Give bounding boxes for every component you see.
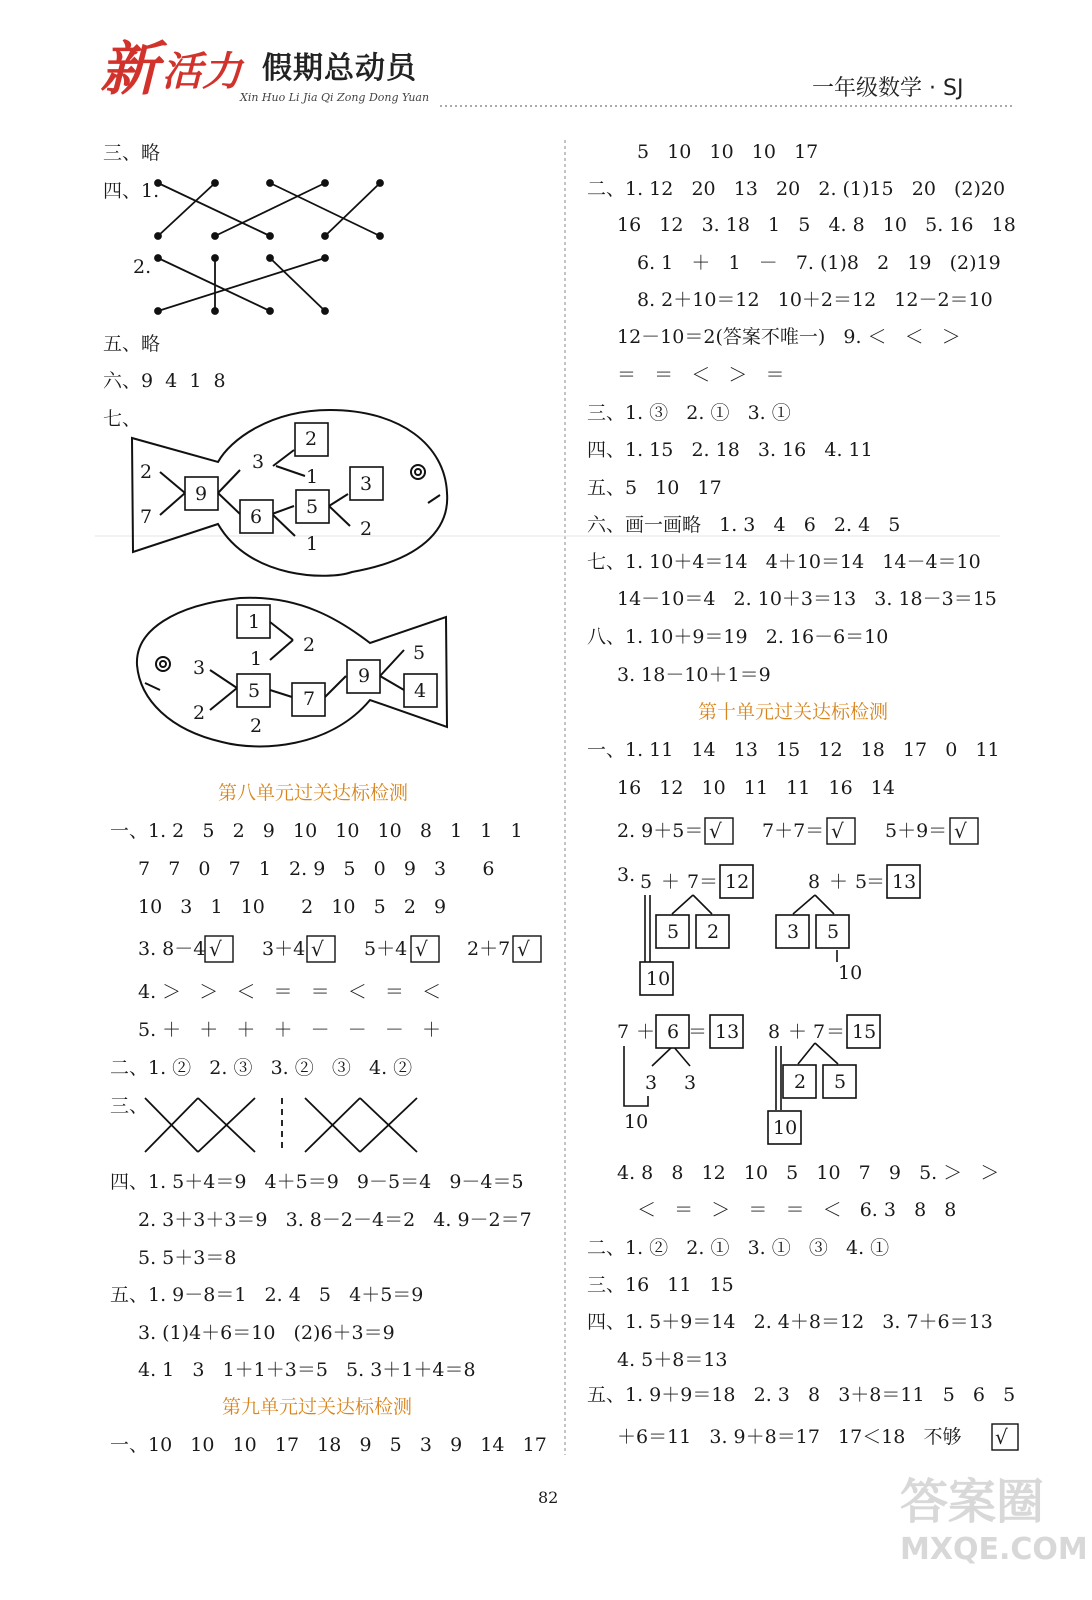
mt-number: 7	[813, 1021, 826, 1043]
mt-number: 13	[892, 871, 917, 893]
answer-line: 16 12 3. 18 1 5 4. 8 10 5. 16 18	[617, 214, 1016, 236]
answer-line: 4. 5＋8＝13	[617, 1349, 728, 1371]
mt-label: 3.	[617, 864, 636, 886]
check-mark: √	[311, 937, 324, 961]
match-diagram-3	[145, 1098, 417, 1152]
answer-line: 16 12 10 11 11 16 14	[617, 777, 895, 799]
fish-number: 1	[248, 611, 261, 633]
answer-line: 三、1. ③ 2. ① 3. ①	[587, 402, 791, 424]
page-number: 82	[538, 1488, 559, 1507]
match-diagram-1	[155, 180, 383, 239]
check-mark: √	[709, 819, 722, 843]
answer-line: ＋6＝11 3. 9＋8＝17 17＜18 不够	[617, 1426, 962, 1448]
fish-number: 5	[248, 680, 261, 702]
answer-line: 六、9 4 1 8	[103, 370, 226, 392]
answer-line: 6. 1 ＋ 1 － 7. (1)8 2 19 (2)19	[637, 252, 1001, 274]
check-mark: √	[517, 937, 530, 961]
answer-line: ＜ ＝ ＞ ＝ ＝ ＜ 6. 3 8 8	[637, 1199, 957, 1221]
answer-line: 一、10 10 10 17 18 9 5 3 9 14 17	[110, 1434, 547, 1456]
mt-number: 7	[687, 871, 700, 893]
answer-line: 二、1. ② 2. ③ 3. ② ③ 4. ②	[110, 1057, 413, 1079]
mt-number: 10	[646, 968, 671, 990]
mt-number: 3	[684, 1072, 697, 1094]
mt-number: 3	[645, 1072, 658, 1094]
fish-number: 2	[305, 428, 318, 450]
watermark-logo: 答案圈	[900, 1474, 1045, 1530]
mt-number: 10	[624, 1111, 649, 1133]
answer-line: 一、1. 2 5 2 9 10 10 10 8 1 1 1	[110, 820, 523, 842]
fish-number: 2	[360, 518, 373, 540]
answer-line: 四、1. 15 2. 18 3. 16 4. 11	[587, 439, 873, 461]
fish-number: 3	[193, 657, 206, 679]
answer-line: 五、1. 9－8＝1 2. 4 5 4＋5＝9	[110, 1284, 424, 1306]
fish-number: 6	[250, 506, 263, 528]
fish-number: 2	[303, 634, 316, 656]
answer-line: 3. 18－10＋1＝9	[617, 664, 771, 686]
mt-operator: ＝	[688, 1021, 708, 1043]
fish-number: 5	[413, 642, 426, 664]
fish-number: 9	[195, 483, 208, 505]
section-heading-unit8: 第八单元过关达标检测	[218, 782, 409, 804]
mt-number: 10	[773, 1117, 798, 1139]
answer-line: 二、1. ② 2. ① 3. ① ③ 4. ①	[587, 1237, 890, 1259]
mt-operator: ＋	[661, 871, 681, 893]
answer-line: 7 7 0 7 1 2. 9 5 0 9 3 6	[138, 858, 495, 880]
check-mark: √	[209, 937, 222, 961]
answer-line: 8. 2＋10＝12 10＋2＝12 12－2＝10	[637, 289, 993, 311]
section-heading-unit9: 第九单元过关达标检测	[222, 1396, 413, 1418]
answer-line: 七、1. 10＋4＝14 4＋10＝14 14－4＝10	[587, 551, 981, 573]
mt-operator: ＝	[699, 871, 719, 893]
answer-line: 五、5 10 17	[587, 477, 722, 499]
fish-number: 3	[360, 473, 373, 495]
mt-number: 5	[640, 871, 653, 893]
fish-number: 7	[303, 688, 316, 710]
answer-line: 四、1. 5＋4＝9 4＋5＝9 9－5＝4 9－4＝5	[110, 1171, 524, 1193]
answer-line: ＝ ＝ ＜ ＞ ＝	[617, 364, 785, 386]
mt-number: 5	[827, 921, 840, 943]
logo-xin: 新	[100, 35, 159, 103]
check-mark: √	[954, 819, 967, 843]
match-diagram-2	[155, 255, 328, 314]
mt-number: 2	[707, 921, 720, 943]
mt-number: 8	[768, 1021, 781, 1043]
mt-number: 5	[667, 921, 680, 943]
answer-line: 5. ＋ ＋ ＋ ＋ － － － ＋	[138, 1019, 441, 1041]
fish-number: 1	[306, 466, 319, 488]
book-subtitle: Xin Huo Li Jia Qi Zong Dong Yuan	[240, 91, 430, 104]
mt-number: 10	[838, 962, 863, 984]
mt-number: 12	[725, 871, 750, 893]
answer-line: 7＋7＝	[762, 820, 825, 842]
answer-line: 2. 9＋5＝	[617, 820, 704, 842]
check-mark: √	[415, 937, 428, 961]
mt-operator: ＝	[866, 871, 886, 893]
answer-line: 六、画一画略 1. 3 4 6 2. 4 5	[587, 514, 901, 536]
answer-line: 12－10＝2(答案不唯一) 9. ＜ ＜ ＞	[617, 326, 961, 348]
answer-line: 3. 8－4	[138, 938, 206, 960]
mt-operator: ＝	[826, 1021, 846, 1043]
logo-huoli: 活力	[162, 49, 242, 95]
mt-number: 7	[617, 1021, 630, 1043]
check-mark: √	[831, 819, 844, 843]
answer-line: 14－10＝4 2. 10＋3＝13 3. 18－3＝15	[617, 588, 997, 610]
answer-line: 4. ＞ ＞ ＜ ＝ ＝ ＜ ＝ ＜	[138, 981, 441, 1003]
mt-number: 6	[667, 1021, 680, 1043]
answer-line: 五、略	[103, 333, 161, 355]
answer-line: 5 10 10 10 17	[637, 141, 819, 163]
answer-line: 四、1. 5＋9＝14 2. 4＋8＝12 3. 7＋6＝13	[587, 1311, 993, 1333]
fish-1	[132, 410, 447, 576]
answer-line: 3. (1)4＋6＝10 (2)6＋3＝9	[138, 1322, 395, 1344]
section-heading-unit10: 第十单元过关达标检测	[698, 701, 889, 723]
fish-number: 1	[250, 648, 263, 670]
answer-line: 二、1. 12 20 13 20 2. (1)15 20 (2)20	[587, 178, 1006, 200]
answer-line: 三、16 11 15	[587, 1274, 734, 1296]
mt-operator: ＋	[636, 1021, 656, 1043]
book-title: 假期总动员	[262, 51, 417, 86]
answer-line: 4. 1 3 1＋1＋3＝5 5. 3＋1＋4＝8	[138, 1359, 476, 1381]
answer-line: 2. 3＋3＋3＝9 3. 8－2－4＝2 4. 9－2＝7	[138, 1209, 532, 1231]
fish-number: 2	[193, 702, 206, 724]
check-mark: √	[995, 1425, 1008, 1449]
answer-line: 10 3 1 10 2 10 5 2 9	[138, 896, 447, 918]
fish-2	[137, 598, 447, 747]
fish-number: 1	[306, 533, 319, 555]
fish-number: 4	[414, 680, 427, 702]
answer-line: 3＋4	[262, 938, 306, 960]
answer-line: 2＋7	[467, 938, 511, 960]
watermark-url: MXQE.COM	[900, 1532, 1088, 1567]
mt-number: 15	[852, 1021, 877, 1043]
answer-label: 2.	[133, 256, 152, 278]
answer-line: 八、1. 10＋9＝19 2. 16－6＝10	[587, 626, 889, 648]
mt-operator: ＋	[788, 1021, 808, 1043]
answer-label: 四、1.	[103, 180, 160, 202]
answer-line: 5＋9＝	[885, 820, 948, 842]
answer-line: 5＋4	[364, 938, 408, 960]
mt-number: 13	[715, 1021, 740, 1043]
fish-number: 7	[140, 506, 153, 528]
answer-line: 4. 8 8 12 10 5 10 7 9 5. ＞ ＞	[617, 1162, 1000, 1184]
grade-label: 一年级数学 · SJ	[812, 76, 964, 101]
answer-line: 三、略	[103, 142, 161, 164]
fish-number: 2	[140, 461, 153, 483]
fish-number: 9	[358, 665, 371, 687]
mt-operator: ＋	[829, 871, 849, 893]
fish-number: 2	[250, 715, 263, 737]
answer-line: 5. 5＋3＝8	[138, 1247, 237, 1269]
mt-number: 3	[787, 921, 800, 943]
answer-line: 一、1. 11 14 13 15 12 18 17 0 11	[587, 739, 1000, 761]
answer-line: 五、1. 9＋9＝18 2. 3 8 3＋8＝11 5 6 5	[587, 1384, 1016, 1406]
fish-number: 5	[306, 496, 319, 518]
mt-number: 5	[834, 1071, 847, 1093]
mt-number: 2	[794, 1071, 807, 1093]
fish-number: 3	[252, 451, 265, 473]
mt-number: 5	[855, 871, 868, 893]
answer-label: 三、	[110, 1095, 149, 1117]
mt-number: 8	[808, 871, 821, 893]
answer-label: 七、	[103, 408, 142, 430]
